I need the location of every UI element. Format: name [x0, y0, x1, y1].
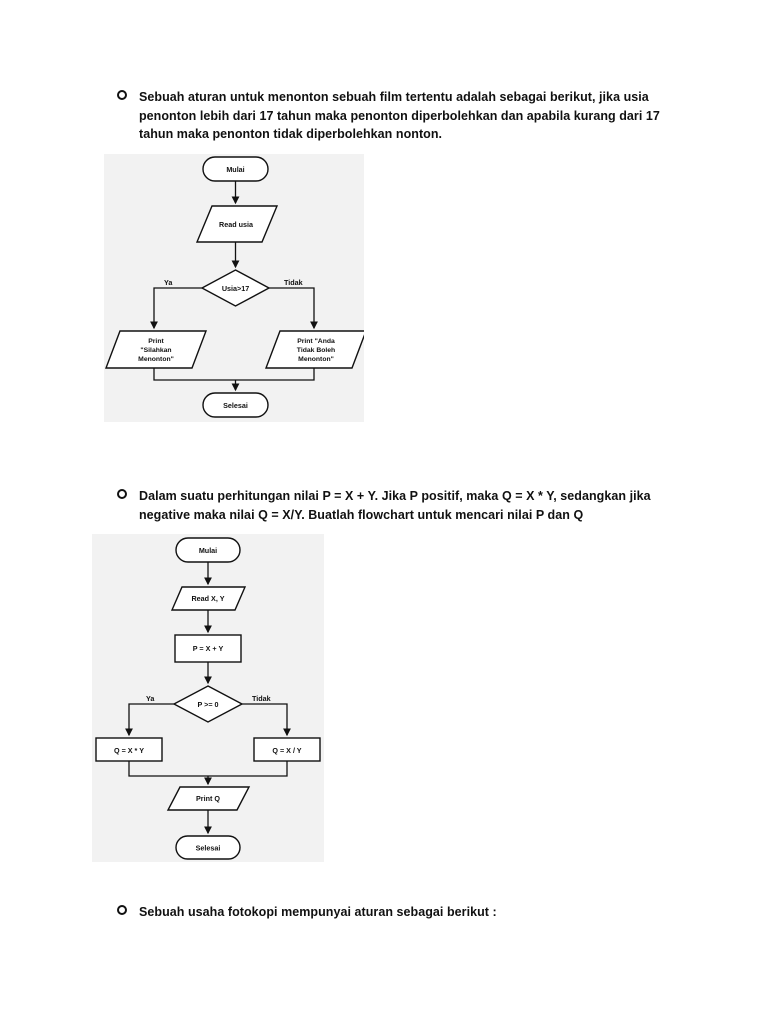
bullet-icon	[117, 905, 127, 915]
yes-branch-label: Ya	[146, 694, 155, 703]
item-2-text: Dalam suatu perhitungan nilai P = X + Y. Jika P positif, maka Q = X * Y, sedangkan jika negative maka nilai Q = X/Y. Buatlah flowchart untuk mencari nilai P dan Q	[139, 489, 651, 522]
bullet-icon	[117, 90, 127, 100]
decision-usia-label: Usia>17	[221, 284, 250, 293]
list-item-1	[117, 88, 677, 144]
input-xy-label: Read X, Y	[191, 594, 225, 603]
output-tidak-boleh-line-2: Tidak Boleh	[296, 347, 336, 354]
start-label: Mulai	[198, 546, 218, 555]
end-label: Selesai	[195, 843, 221, 853]
output-silahkan-line-3: Menonton"	[138, 356, 174, 363]
process-q-multiply-label: Q = X * Y	[113, 746, 145, 755]
output-silahkan-line-1: Print	[148, 338, 164, 345]
end-label: Selesai	[223, 401, 248, 410]
item-3-text: Sebuah usaha fotokopi mempunyai aturan sebagai berikut :	[139, 905, 497, 919]
decision-p-label: P >= 0	[197, 700, 219, 709]
bullet-icon	[117, 489, 127, 499]
process-p-label: P = X + Y	[192, 644, 224, 653]
no-branch-label: Tidak	[284, 278, 303, 287]
output-silahkan-line-2: "Silahkan	[140, 347, 172, 354]
flowchart-usia	[104, 154, 364, 422]
flowchart-usia-svg	[104, 154, 364, 422]
output-q-label: Print Q	[196, 794, 220, 803]
flowchart-pq	[92, 534, 324, 862]
no-branch-label: Tidak	[252, 694, 271, 703]
process-q-divide-label: Q = X / Y	[272, 746, 302, 755]
list-item-2	[117, 487, 677, 524]
output-tidak-boleh-line-3: Menonton"	[298, 356, 334, 363]
item-1-text: Sebuah aturan untuk menonton sebuah film tertentu adalah sebagai berikut, jika usia penonton lebih dari 17 tahun maka penonton diperbolehkan dan apabila kurang dari 17 tahun maka penonton tidak diperbolehkan nonton.	[139, 90, 660, 141]
output-tidak-boleh-line-1: Print "Anda	[297, 338, 335, 345]
flowchart-pq-svg	[92, 534, 324, 862]
input-usia-label: Read usia	[219, 220, 253, 229]
start-label: Mulai	[226, 165, 245, 174]
yes-branch-label: Ya	[164, 278, 173, 287]
list-item-3	[117, 903, 677, 922]
